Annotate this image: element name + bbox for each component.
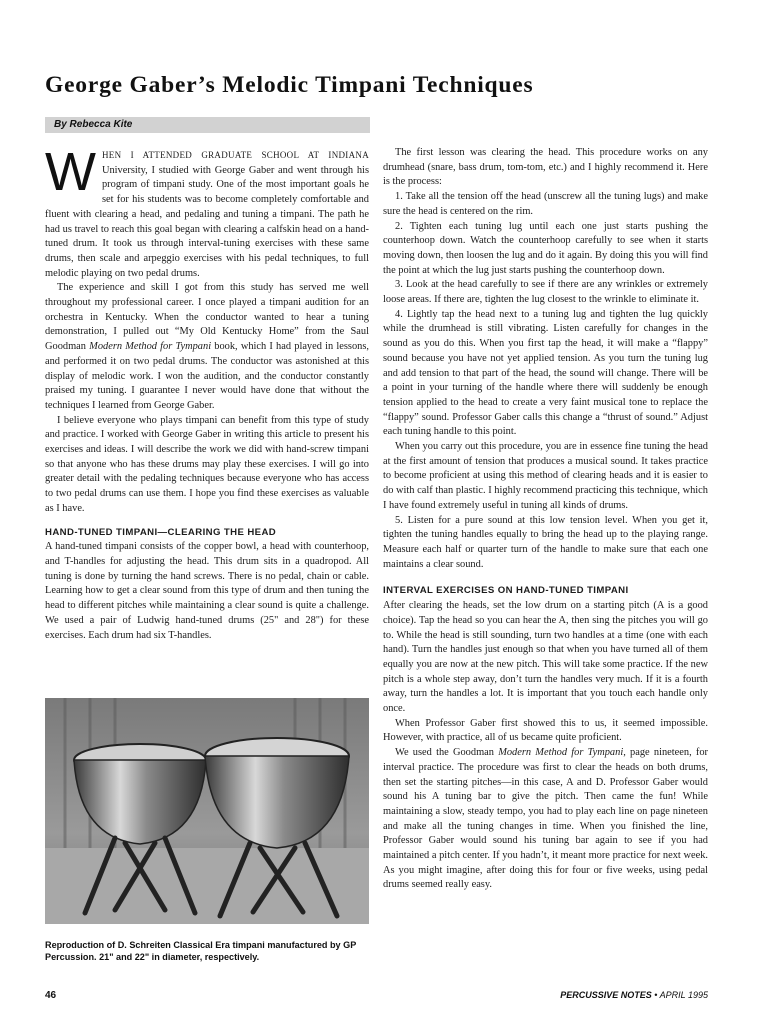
step-1: 1. Take all the tension off the head (unscrew all the tuning lugs) and make sure the head is centered on the rim. <box>383 191 708 217</box>
paragraph: When you carry out this procedure, you are in essence fine tuning the head at the first amount of tension that produces a musical sound. It takes practice to become proficient at using this method of clearing heads and it is easier to do with calf than plastic. I highly recommend practicing this technique, which I have found extremely useful in tuning all kinds of drums. <box>383 441 708 511</box>
left-column <box>45 142 370 643</box>
paragraph <box>45 281 369 413</box>
page-number: 46 <box>45 990 57 1001</box>
step-4: 4. Lightly tap the head next to a tuning lug and tighten the lug quickly while the drumhead is still vibrating. Listen carefully for changes in the sound as you do this. When you first tap the head, it will make a “flappy” sound because you have not yet applied tension. As you turn the tuning lug and add tension to that part of the head, the sound will change. There will be a point in your turning of the handle where there will suddenly be enough tension applied to the head to create a very faint musical tone to replace the “flappy” sound. Professor Gaber calls this change a “thrust of sound.” Adjust each tuning handle to this point. <box>383 308 708 438</box>
paragraph <box>383 746 708 893</box>
running-footer <box>560 990 708 1000</box>
book-title: Modern Method for Tympani <box>89 341 212 353</box>
paragraph: The first lesson was clearing the head. This procedure works on any drumhead (snare, bass drum, tom-tom, etc.) and I highly recommend it. Here is the process: <box>383 147 708 188</box>
step-2: 2. Tighten each tuning lug until each one just starts pushing the counterhoop down. Watch the counterhoop carefully to see when it starts moving down, then loosen the lug and do it again. By doing this you will find the point at which the lug just starts pushing the counterhoop down. <box>383 220 708 276</box>
text-run: book, which I had played in lessons, and performed it on two pedal drums. The conductor was astonished at this display of melodic work. I won the audition, and the conductor constantly praised my tuning. I guarantee I never would have done that without the techniques I learned from George Gaber. <box>45 341 370 411</box>
drop-cap: W <box>45 142 96 202</box>
magazine-name: PERCUSSIVE NOTES <box>560 990 652 1000</box>
intro-text: University, I studied with George Gaber and went through his program of timpani study. One of the most important goals he set for his students was to become completely comfortable and fluent with clearing a head, and pedaling and tuning a timpani. The path he had us travel to reach this goal began with clearing a calfskin head on a hand-tuned drum. It took us through interval-tuning exercises with these same drums, then scale and arpeggio exercises with his pedal techniques, to full melodic playing on two pedal drums. <box>45 164 369 279</box>
paragraph: I believe everyone who plays timpani can benefit from this type of study and practice. I worked with George Gaber in writing this article to present his exercises and ideas. I will describe the work we did with hand-screw timpani so that anyone who has these drums may play these exercises. I will go into greater detail with the pedaling techniques because everyone who has access to two pedal drums can use them. I hope you find these exercises as valuable as I have. <box>45 414 369 514</box>
timpani-photo <box>45 698 369 924</box>
step-3: 3. Look at the head carefully to see if there are any wrinkles or extremely loose areas. If there are, tighten the lug closest to the wrinkle to eliminate it. <box>383 279 708 306</box>
paragraph: After clearing the heads, set the low drum on a starting pitch (A is a good choice). Tap the head so you can hear the A, then sing the pitches you will go to. While the head is still sounding, turn two handles at a time (one with each hand). Turn the handles just enough so that when you have turned all of them equally you are now at the new pitch. This will take some practice. If the new pitch is a whole step away, don’t turn the handles very much. If it is a fourth away, turn the handles a lot. It is important that you touch each handle only once. <box>383 600 708 715</box>
paragraph: A hand-tuned timpani consists of the copper bowl, a head with counterhoop, and T-handles for adjusting the head. This drum sits in a quadropod. All tuning is done by turning the hand screws. There is no pedal, chain or cable. Learning how to get a clear sound from this type of drum and then tuning the head to different pitches while maintaining a clear sound is quite a challenge. We used a pair of Ludwig hand-tuned drums (25" and 28") for these exercises. Each drum had six T-handles. <box>45 541 369 641</box>
issue-date: APRIL 1995 <box>659 990 708 1000</box>
step-5: 5. Listen for a pure sound at this low tension level. When you get it, tighten the tuning handles equally to bring the head up to the playing range. Measure each half or quarter turn of the handle to make sure that each one maintains a clear sound. <box>383 514 708 570</box>
intro-paragraph <box>45 142 369 281</box>
byline: By Rebecca Kite <box>45 117 370 133</box>
section-heading: HAND-TUNED TIMPANI—CLEARING THE HEAD <box>45 526 277 538</box>
text-run: , page nineteen, for interval practice. The procedure was first to clear the heads on both drums, then set the starting pitches—in this case, A and D. Professor Gaber would sound his A tuning bar to give the pitch. Then came the fun! While maintaining a slow, steady tempo, you had to play each line on page nineteen and make all the tuning changes in time. When you finished the line, Professor Gaber would sound his tuning bar again to see if you had maintained a pitch center. If you hadn’t, it meant more practice for next week. As you might imagine, after doing this for four or five weeks, using pedal drums seemed really easy. <box>383 747 708 891</box>
photo-caption: Reproduction of D. Schreiten Classical Era timpani manufactured by GP Percussion. 21" and 22" in diameter, respectively. <box>45 940 357 962</box>
text-run: The experience and skill I got from this study has served me well throughout my professional career. I once played a timpani audition for an orchestra in Kentucky. When the conductor wanted to hear a tuning demonstration, I pulled out “My Old Kentucky Home” from the Saul Goodman <box>45 282 369 353</box>
article-title: George Gaber’s Melodic Timpani Techniques <box>45 72 534 98</box>
right-column <box>383 146 708 893</box>
timpani-photo-image <box>45 698 369 924</box>
book-title: Modern Method for Tympani <box>498 747 624 759</box>
section-heading: INTERVAL EXERCISES ON HAND-TUNED TIMPANI <box>383 585 629 597</box>
footer-separator: • <box>651 990 660 1000</box>
text-run: We used the Goodman <box>395 747 499 759</box>
intro-smallcaps: HEN I ATTENDED GRADUATE SCHOOL AT INDIANA <box>101 150 369 160</box>
paragraph: When Professor Gaber first showed this to us, it seemed impossible. However, with practice, all of us became quite proficient. <box>383 717 708 744</box>
